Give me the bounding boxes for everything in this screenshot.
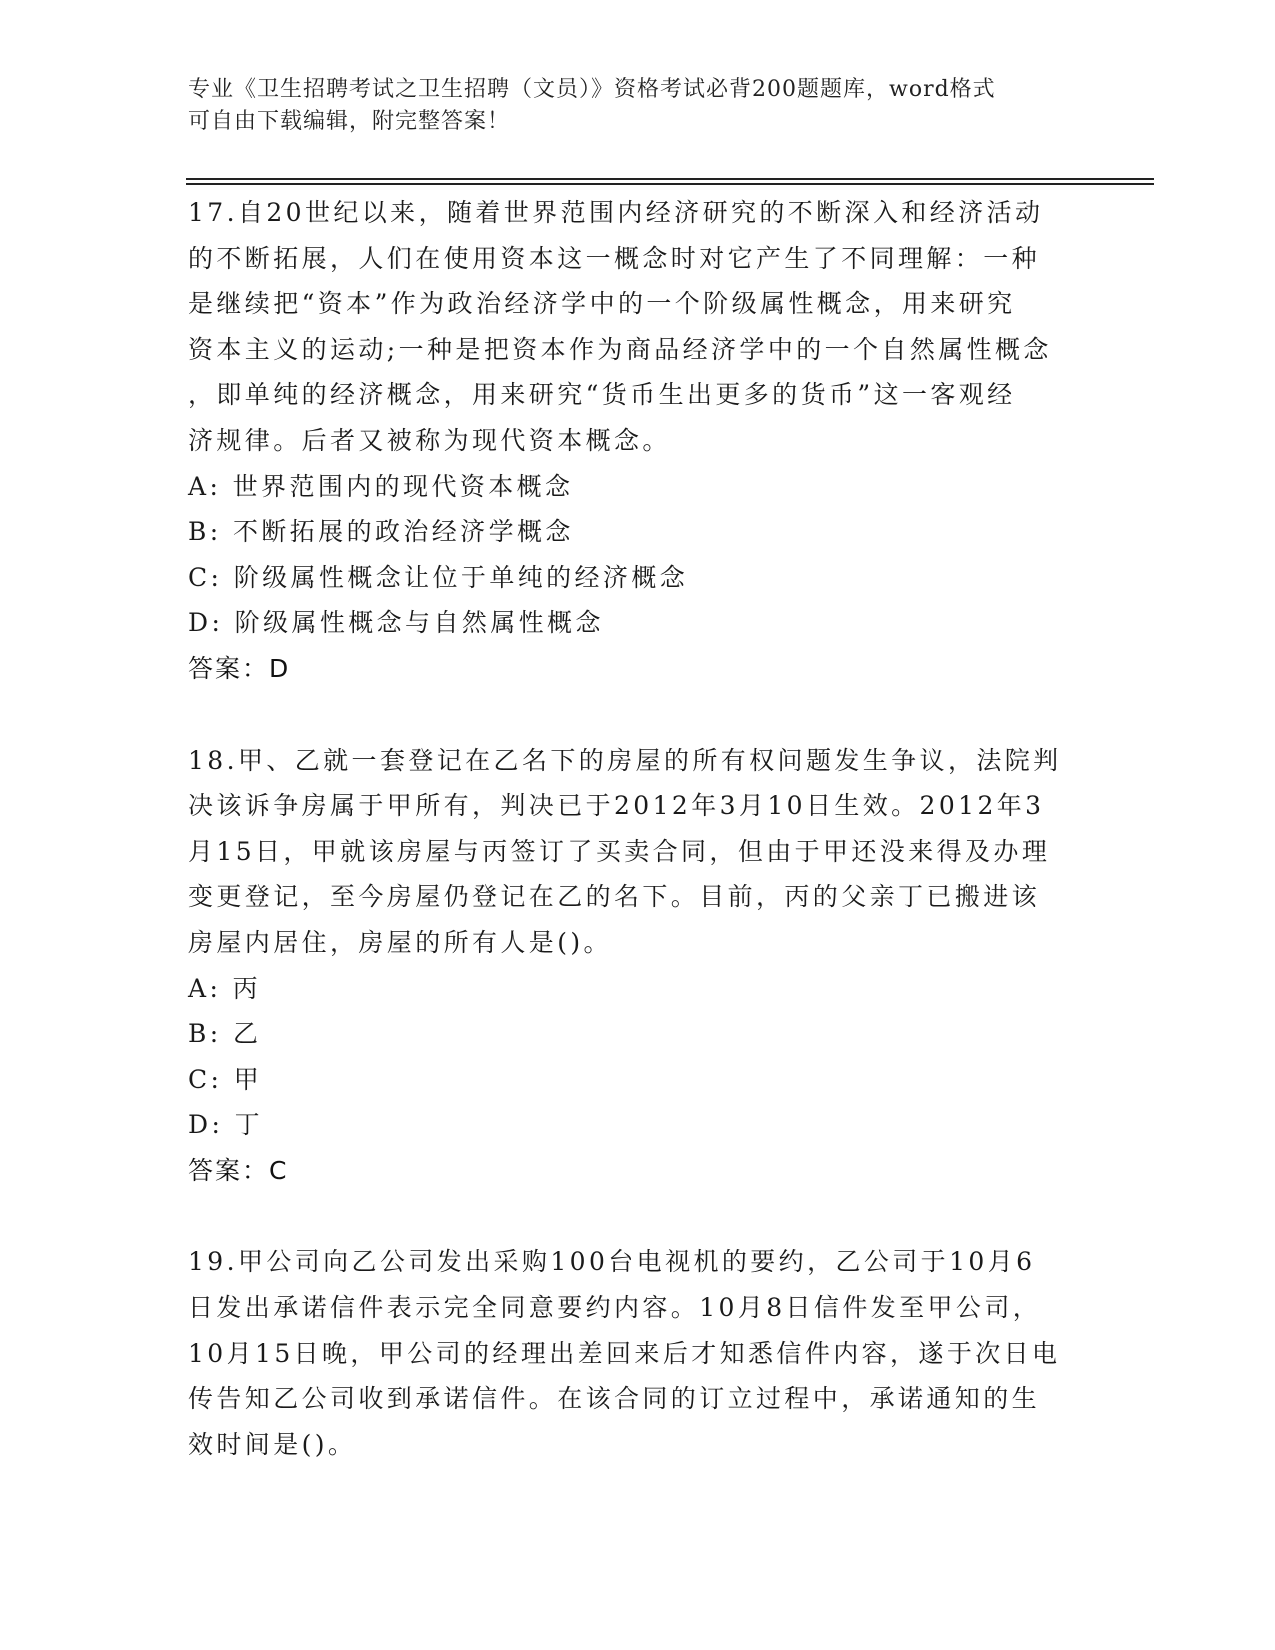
- header-line-1: 专业《卫生招聘考试之卫生招聘（文员）》资格考试必背200题题库，word格式: [188, 77, 996, 102]
- question-18-answer: 答案：C: [188, 1155, 289, 1185]
- question-17: [188, 190, 1088, 692]
- header-divider-top: [186, 178, 1154, 180]
- question-19-line-3: 10月15日晚，甲公司的经理出差回来后才知悉信件内容，遂于次日电: [188, 1338, 1061, 1368]
- question-18-option-d: [188, 1102, 1088, 1148]
- option-letter: C:: [188, 562, 223, 592]
- option-letter: D:: [188, 1110, 224, 1140]
- question-17-line-5: ，即单纯的经济概念，用来研究“货币生出更多的货币”这一客观经: [188, 380, 1016, 410]
- question-17-line-1: 17.自20世纪以来，随着世界范围内经济研究的不断深入和经济活动: [188, 198, 1044, 227]
- question-18-line-1: 18.甲、乙就一套登记在乙名下的房屋的所有权问题发生争议，法院判: [188, 745, 1062, 775]
- question-18-line-2: 决该诉争房属于甲所有，判决已于2012年3月10日生效。2012年3: [188, 791, 1045, 821]
- question-17-option-c: [188, 555, 1088, 601]
- header-line-2: 可自由下载编辑，附完整答案！: [188, 109, 511, 134]
- option-text: 阶级属性概念与自然属性概念: [234, 608, 604, 638]
- option-letter: C:: [188, 1064, 223, 1094]
- header-divider-bottom: [186, 183, 1154, 185]
- option-text: 阶级属性概念让位于单纯的经济概念: [233, 562, 689, 592]
- option-letter: A:: [188, 471, 222, 501]
- question-spacer: [188, 1193, 1088, 1239]
- question-17-option-b: [188, 509, 1088, 555]
- question-18-line-4: 变更登记，至今房屋仍登记在乙的名下。目前，丙的父亲丁已搬进该: [188, 882, 1041, 912]
- option-text: 不断拓展的政治经济学概念: [232, 517, 574, 547]
- question-spacer: [188, 692, 1088, 738]
- question-19-line-2: 日发出承诺信件表示完全同意要约内容。10月8日信件发至甲公司，: [188, 1293, 1042, 1323]
- question-17-line-4: 资本主义的运动;一种是把资本作为商品经济学中的一个自然属性概念: [188, 334, 1052, 364]
- question-18-option-a: [188, 966, 1088, 1012]
- option-letter: A:: [188, 973, 222, 1003]
- option-text: 乙: [232, 1019, 262, 1049]
- question-18-line-3: 月15日，甲就该房屋与丙签订了买卖合同，但由于甲还没来得及办理: [188, 836, 1051, 866]
- option-text: 世界范围内的现代资本概念: [232, 471, 574, 501]
- question-17-answer: 答案：D: [188, 653, 291, 683]
- question-17-line-6: 济规律。后者又被称为现代资本概念。: [188, 425, 671, 455]
- question-17-option-d: [188, 600, 1088, 646]
- document-header: [188, 74, 1068, 138]
- question-18-line-5: 房屋内居住，房屋的所有人是()。: [188, 927, 612, 957]
- question-18: [188, 738, 1088, 1194]
- option-text: 丙: [232, 973, 262, 1003]
- question-19-line-4: 传告知乙公司收到承诺信件。在该合同的订立过程中，承诺通知的生: [188, 1384, 1041, 1414]
- question-18-option-b: [188, 1011, 1088, 1057]
- question-19-line-1: 19.甲公司向乙公司发出采购100台电视机的要约，乙公司于10月6: [188, 1247, 1036, 1277]
- question-list: [188, 190, 1088, 1467]
- question-17-line-2: 的不断拓展，人们在使用资本这一概念时对它产生了不同理解：一种: [188, 243, 1041, 273]
- question-17-line-3: 是继续把“资本”作为政治经济学中的一个阶级属性概念，用来研究: [188, 289, 1016, 319]
- option-text: 丁: [234, 1110, 264, 1140]
- option-letter: B:: [188, 1019, 222, 1049]
- question-19-line-5: 效时间是()。: [188, 1429, 357, 1459]
- question-18-option-c: [188, 1057, 1088, 1103]
- option-text: 甲: [233, 1064, 263, 1094]
- option-letter: D:: [188, 608, 224, 638]
- option-letter: B:: [188, 517, 222, 547]
- question-17-option-a: [188, 464, 1088, 510]
- question-19: [188, 1239, 1088, 1467]
